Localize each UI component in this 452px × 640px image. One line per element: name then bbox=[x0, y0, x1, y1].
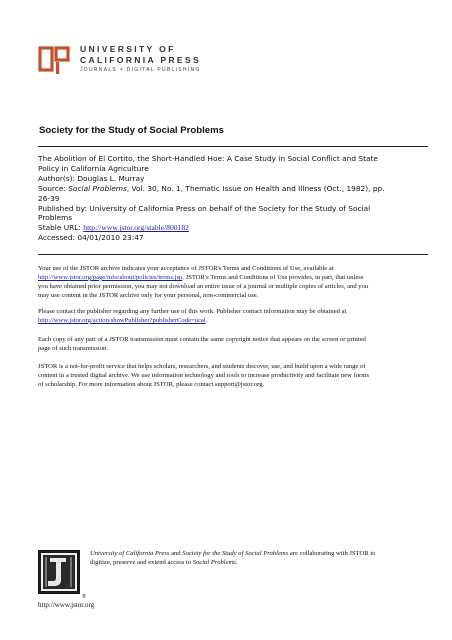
top-divider bbox=[38, 146, 428, 147]
collab-org2: Society for the Study of Social Problems bbox=[182, 550, 289, 557]
terms-paragraph-3 bbox=[38, 336, 430, 354]
source-journal: Social Problems bbox=[68, 183, 127, 193]
jstor-url[interactable]: http://www.jstor.org bbox=[38, 601, 95, 609]
terms-line bbox=[38, 317, 430, 326]
publisher-tagline: JOURNALS + DIGITAL PUBLISHING bbox=[80, 67, 201, 73]
article-authors: Author(s): Douglas L. Murray bbox=[38, 173, 145, 183]
publisher-name-line2: CALIFORNIA PRESS bbox=[80, 55, 201, 65]
terms-line: page of such transmission. bbox=[38, 344, 108, 352]
article-pages: 26-39 bbox=[38, 193, 60, 203]
article-title-line1: The Abolition of El Cortito, the Short-Handled Hoe: A Case Study in Social Conflict and State bbox=[38, 154, 378, 163]
article-title-line2: Policy in California Agriculture bbox=[38, 163, 149, 173]
terms-line: you have obtained prior permission, you may not download an entire issue of a journal or multiple copies of articles, and you bbox=[38, 282, 369, 290]
collab-line1 bbox=[90, 550, 430, 559]
collab-rest1: are collaborating with JSTOR to bbox=[288, 550, 376, 557]
terms-line: Each copy of any part of a JSTOR transmission must contain the same copyright notice that appears on the screen or printed bbox=[38, 336, 366, 343]
terms-line bbox=[38, 274, 430, 283]
bottom-divider bbox=[38, 254, 428, 255]
university-of-california-press-logo-icon bbox=[38, 44, 70, 76]
collab-and: and bbox=[169, 550, 183, 557]
society-name: Society for the Study of Social Problems bbox=[39, 125, 224, 136]
terms-line: may use content in the JSTOR archive only for your personal, non-commercial use. bbox=[38, 291, 259, 299]
stable-url-link[interactable]: http://www.jstor.org/stable/800182 bbox=[83, 223, 189, 233]
terms-line: Your use of the JSTOR archive indicates your acceptance of JSTOR's Terms and Conditions of Use, available at bbox=[38, 265, 334, 272]
terms-line: Please contact the publisher regarding any further use of this work. Publisher contact information may be obtained at bbox=[38, 308, 347, 315]
stable-url-label: Stable URL: bbox=[38, 223, 84, 233]
terms-text: . bbox=[205, 316, 208, 324]
source-details: , Vol. 30, No. 1, Thematic Issue on Health and Illness (Oct., 1982), pp. bbox=[126, 183, 385, 193]
terms-link[interactable]: http://www.jstor.org/page/info/about/policies/terms.jsp bbox=[38, 273, 183, 281]
collab-end: . bbox=[235, 558, 238, 566]
publisher-contact-link[interactable]: http://www.jstor.org/action/showPublisher?publisherCode=ucal bbox=[38, 316, 206, 324]
terms-paragraph-2 bbox=[38, 308, 430, 326]
terms-line: JSTOR is a not-for-profit service that helps scholars, researchers, and students discover, use, and build upon a wide range of bbox=[38, 363, 366, 370]
collab-rest2: digitize, preserve and extend access to bbox=[90, 558, 193, 566]
terms-line: of scholarship. For more information about JSTOR, please contact support@jstor.org. bbox=[38, 380, 265, 388]
jstor-logo-icon bbox=[36, 548, 86, 600]
collab-journal: Social Problems bbox=[192, 558, 236, 566]
article-publisher-line2: Problems bbox=[38, 213, 73, 223]
article-metadata bbox=[38, 154, 430, 243]
article-source bbox=[38, 184, 430, 194]
article-accessed: Accessed: 04/01/2010 23:47 bbox=[38, 233, 144, 243]
publisher-name-line1: UNIVERSITY OF bbox=[80, 44, 176, 54]
terms-line: content in a trusted digital archive. We use information technology and tools to increase productivity and facilitate new forms bbox=[38, 371, 369, 379]
terms-paragraph-4 bbox=[38, 363, 430, 390]
terms-text: . JSTOR's Terms and Conditions of Use provides, in part, that unless bbox=[182, 273, 364, 281]
terms-paragraph-1 bbox=[38, 265, 430, 301]
article-stable-url bbox=[38, 223, 430, 233]
collab-org1: University of California Press bbox=[90, 550, 170, 557]
collaboration-note bbox=[90, 550, 430, 567]
article-publisher-line1: Published by: University of California Press on behalf of the Society for the Study of Social bbox=[38, 203, 371, 213]
collab-line2 bbox=[90, 559, 430, 568]
source-label: Source: bbox=[38, 183, 69, 193]
registered-mark: ® bbox=[82, 594, 86, 600]
publisher-name bbox=[80, 44, 201, 66]
